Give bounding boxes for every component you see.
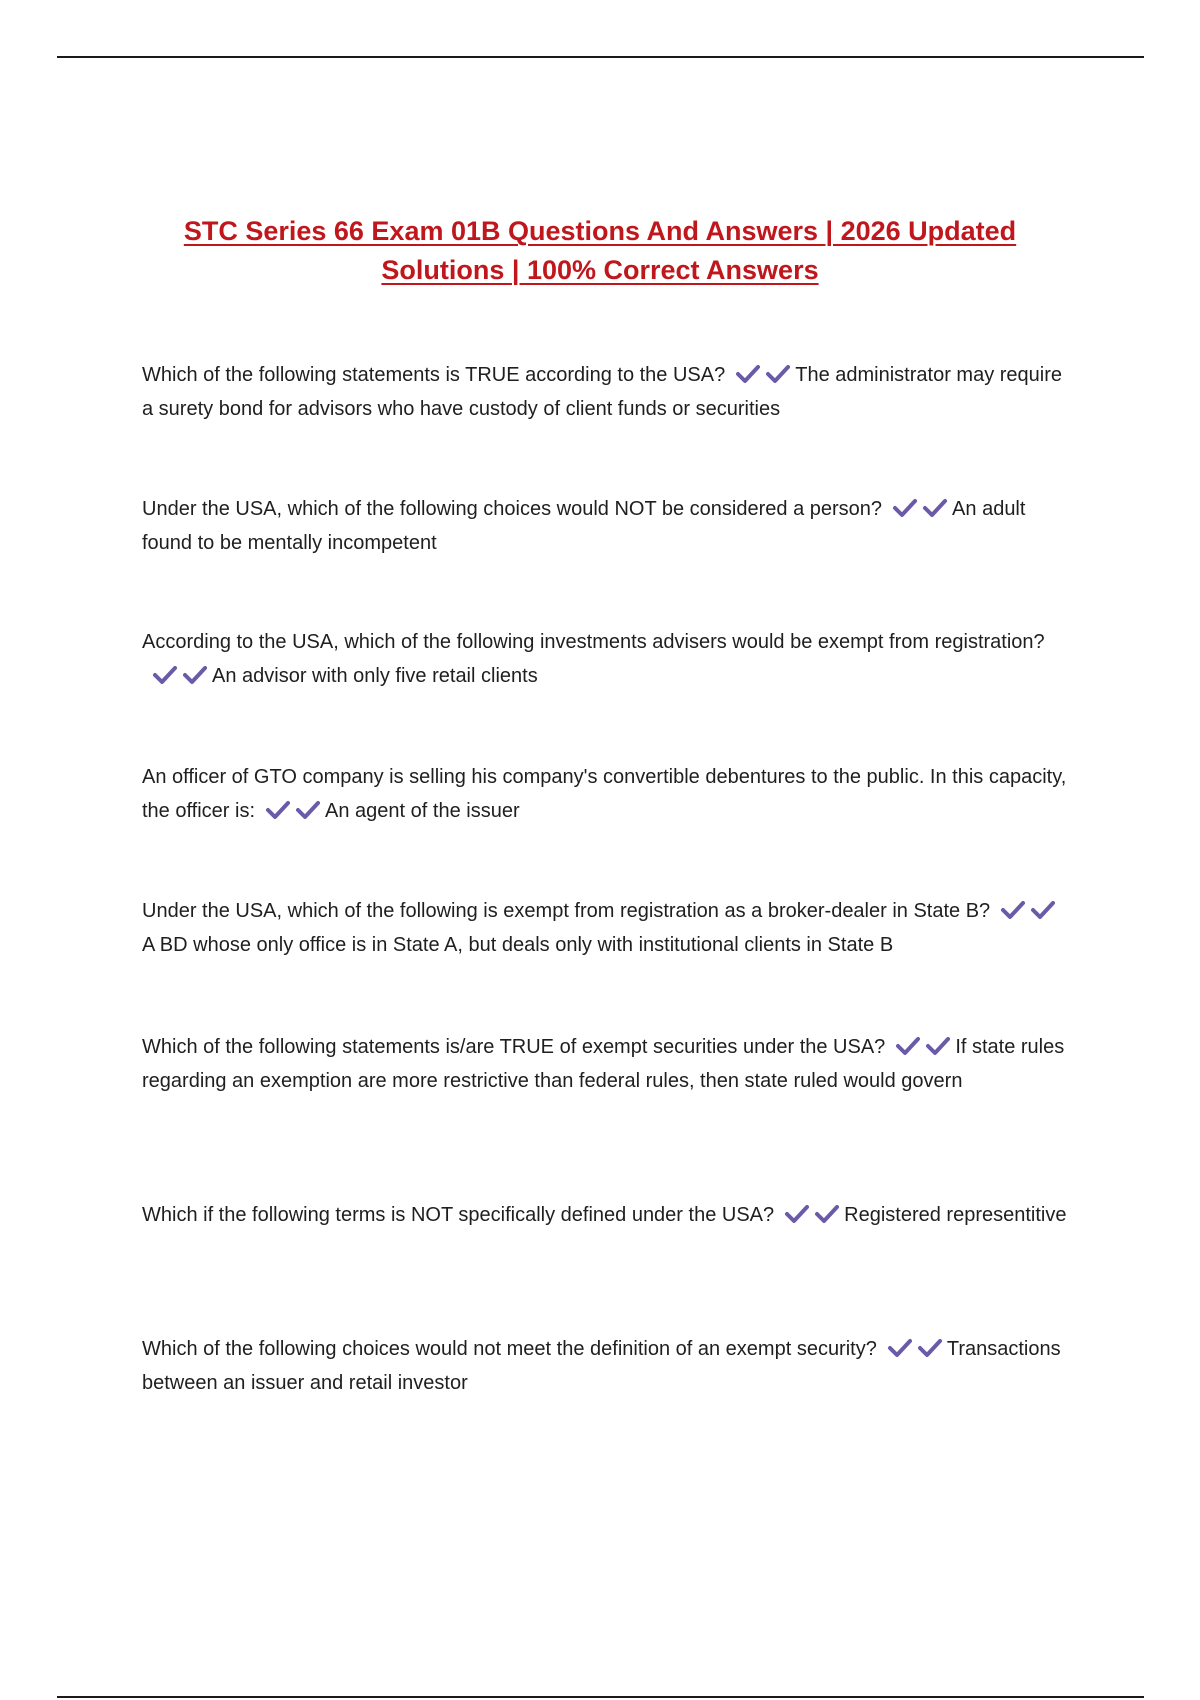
question-text: Which if the following terms is NOT specifically defined under the USA? bbox=[142, 1204, 775, 1226]
qa-item-2 bbox=[142, 492, 1072, 560]
checkmark-icon bbox=[295, 800, 321, 820]
question-text: Under the USA, which of the following is exempt from registration as a broker-dealer in State B? bbox=[142, 900, 991, 922]
checkmark-icon bbox=[265, 800, 291, 820]
answer-text: An advisor with only five retail clients bbox=[212, 665, 538, 687]
checkmark-icon bbox=[887, 1338, 913, 1358]
qa-item-4 bbox=[142, 760, 1072, 828]
checkmark-icon bbox=[892, 498, 918, 518]
answer-marker bbox=[733, 358, 793, 392]
checkmark-icon bbox=[765, 364, 791, 384]
checkmark-icon bbox=[152, 665, 178, 685]
answer-marker bbox=[893, 1030, 953, 1064]
checkmark-icon bbox=[735, 364, 761, 384]
checkmark-icon bbox=[917, 1338, 943, 1358]
bottom-rule bbox=[57, 1696, 1144, 1698]
checkmark-icon bbox=[182, 665, 208, 685]
question-text: An officer of GTO company is selling his company's convertible debentures to the public. In this capacity, the officer is: bbox=[142, 766, 1067, 822]
checkmark-icon bbox=[784, 1204, 810, 1224]
top-rule bbox=[57, 56, 1144, 58]
answer-marker bbox=[782, 1198, 842, 1232]
qa-item-3 bbox=[142, 625, 1072, 693]
question-text: Which of the following statements is TRUE according to the USA? bbox=[142, 364, 726, 386]
question-text: Which of the following statements is/are TRUE of exempt securities under the USA? bbox=[142, 1036, 886, 1058]
title-line-2: Solutions | 100% Correct Answers bbox=[381, 255, 819, 285]
qa-item-6 bbox=[142, 1030, 1072, 1098]
answer-marker bbox=[890, 492, 950, 526]
checkmark-icon bbox=[922, 498, 948, 518]
document-title bbox=[140, 212, 1060, 290]
question-text: Under the USA, which of the following choices would NOT be considered a person? bbox=[142, 498, 883, 520]
answer-text: An adult found to be mentally incompetent bbox=[142, 498, 1026, 554]
question-text: According to the USA, which of the following investments advisers would be exempt from registration? bbox=[142, 631, 1045, 653]
answer-text: A BD whose only office is in State A, but deals only with institutional clients in State B bbox=[142, 934, 894, 956]
answer-text: The administrator may require a surety bond for advisors who have custody of client funds or securities bbox=[142, 364, 1063, 420]
answer-marker bbox=[885, 1332, 945, 1366]
qa-item-8 bbox=[142, 1332, 1072, 1400]
title-line-1: STC Series 66 Exam 01B Questions And Answers | 2026 Updated bbox=[183, 216, 1017, 246]
answer-text: Transactions between an issuer and retail investor bbox=[142, 1338, 1061, 1394]
qa-item-7 bbox=[142, 1198, 1072, 1232]
checkmark-icon bbox=[925, 1036, 951, 1056]
checkmark-icon bbox=[1000, 900, 1026, 920]
checkmark-icon bbox=[1030, 900, 1056, 920]
qa-item-5 bbox=[142, 894, 1072, 962]
answer-text: An agent of the issuer bbox=[325, 800, 520, 822]
answer-text: Registered representitive bbox=[844, 1204, 1067, 1226]
answer-marker bbox=[263, 794, 323, 828]
answer-marker bbox=[150, 659, 210, 693]
answer-text: If state rules regarding an exemption are more restrictive than federal rules, then state ruled would govern bbox=[142, 1036, 1065, 1092]
question-text: Which of the following choices would not meet the definition of an exempt security? bbox=[142, 1338, 877, 1360]
qa-item-1 bbox=[142, 358, 1072, 426]
checkmark-icon bbox=[814, 1204, 840, 1224]
answer-marker bbox=[998, 894, 1058, 928]
checkmark-icon bbox=[895, 1036, 921, 1056]
